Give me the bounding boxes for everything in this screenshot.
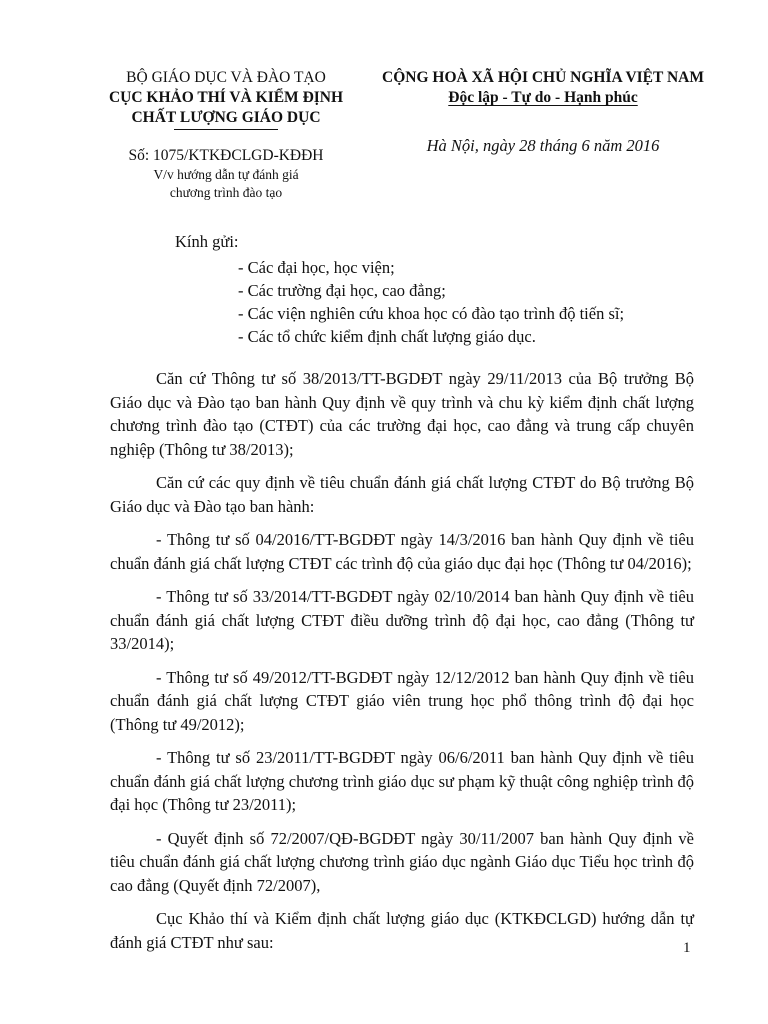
body-paragraph: - Thông tư số 33/2014/TT-BGDĐT ngày 02/10/2014 ban hành Quy định về tiêu chuẩn đánh giá chất lượng CTĐT điều dưỡng trình độ đại học, cao đẳng (Thông tư 33/2014);	[110, 587, 694, 653]
document-body	[110, 367, 694, 964]
recipient-list	[238, 256, 624, 348]
agency-underline	[174, 129, 278, 130]
body-paragraph: - Quyết định số 72/2007/QĐ-BGDĐT ngày 30/11/2007 ban hành Quy định về tiêu chuẩn đánh giá chất lượng chương trình giáo dục ngành Giáo dục Tiểu học trình độ cao đẳng (Quyết định 72/2007),	[110, 828, 694, 895]
recipient-item: - Các tổ chức kiểm định chất lượng giáo dục.	[238, 327, 536, 346]
body-paragraph: Căn cứ các quy định về tiêu chuẩn đánh giá chất lượng CTĐT do Bộ trưởng Bộ Giáo dục và Đào tạo ban hành:	[110, 473, 694, 516]
department-name-line2: CHẤT LƯỢNG GIÁO DỤC	[131, 109, 321, 126]
department-name-line1: CỤC KHẢO THÍ VÀ KIỂM ĐỊNH	[108, 89, 344, 106]
place-and-date: Hà Nội, ngày 28 tháng 6 năm 2016	[426, 136, 660, 155]
greeting: Kính gửi:	[175, 232, 239, 251]
body-paragraph: - Thông tư số 04/2016/TT-BGDĐT ngày 14/3/2016 ban hành Quy định về tiêu chuẩn đánh giá chất lượng CTĐT các trình độ của giáo dục đại học (Thông tư 04/2016);	[110, 530, 694, 573]
country-name: CỘNG HOÀ XÃ HỘI CHỦ NGHĨA VIỆT NAM	[382, 69, 704, 86]
body-paragraph: - Thông tư số 23/2011/TT-BGDĐT ngày 06/6/2011 ban hành Quy định về tiêu chuẩn đánh giá chất lượng chương trình giáo dục sư phạm kỹ thuật công nghiệp trình độ đại học (Thông tư 23/2011);	[110, 748, 694, 814]
ministry-name: BỘ GIÁO DỤC VÀ ĐÀO TẠO	[126, 69, 326, 86]
national-motto: Độc lập - Tự do - Hạnh phúc	[448, 89, 638, 106]
issuing-agency-block	[95, 68, 357, 202]
subject-line1: V/v hướng dẫn tự đánh giá	[153, 167, 299, 182]
subject-line2: chương trình đào tạo	[169, 185, 283, 200]
national-header-block	[366, 68, 720, 156]
recipient-item: - Các viện nghiên cứu khoa học có đào tạo trình độ tiến sĩ;	[238, 304, 625, 323]
recipient-item: - Các đại học, học viện;	[238, 258, 395, 277]
recipient-item: - Các trường đại học, cao đẳng;	[238, 281, 446, 300]
page-number: 1	[683, 940, 691, 956]
body-paragraph: - Thông tư số 49/2012/TT-BGDĐT ngày 12/12/2012 ban hành Quy định về tiêu chuẩn đánh giá chất lượng CTĐT giáo viên trung học phổ thông trình độ đại học (Thông tư 49/2012);	[110, 667, 694, 734]
body-paragraph: Cục Khảo thí và Kiểm định chất lượng giáo dục (KTKĐCLGD) hướng dẫn tự đánh giá CTĐT như sau:	[110, 909, 694, 952]
body-paragraph: Căn cứ Thông tư số 38/2013/TT-BGDĐT ngày 29/11/2013 của Bộ trưởng Bộ Giáo dục và Đào tạo ban hành Quy định về quy trình và chu kỳ kiểm định chất lượng chương trình đào tạo (CTĐT) của các trường đại học, cao đẳng và trung cấp chuyên nghiệp (Thông tư 38/2013);	[110, 369, 694, 459]
document-number: Số: 1075/KTKĐCLGD-KĐĐH	[128, 147, 324, 164]
